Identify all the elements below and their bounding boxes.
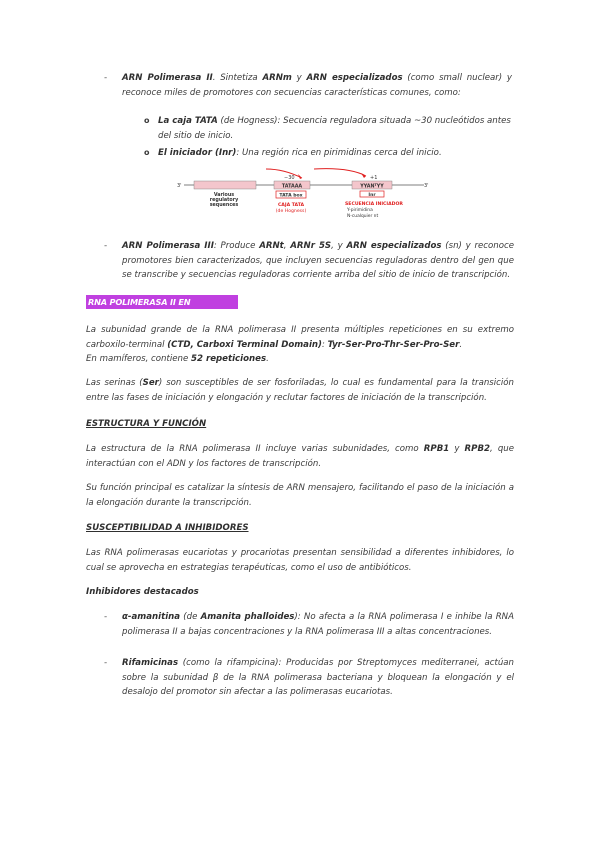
inhibidores-destacados-heading: Inhibidores destacados	[86, 587, 199, 597]
pol3-paragraph: ARN Polimerasa III: Produce ARNt, ARNr 5S, y ARN especializados (sn) y reconoce promotores bien caracterizados, que incluyen secuencias reguladoras dentro del gen que se transcribe y secuencias reguladoras corriente arriba del sitio de inicio de transcripción.	[122, 241, 515, 280]
circle-bullet-icon: o	[144, 116, 150, 125]
plus1-label: +1	[370, 175, 378, 181]
dash-bullet: -	[104, 612, 108, 622]
n-cualquier-label: N-cualquier nt	[347, 214, 379, 219]
tata-box-item: La caja TATA (de Hogness): Secuencia reguladora situada ~30 nucleótidos antes del sitio de inicio.	[158, 116, 511, 141]
minus30-label: −30	[284, 175, 295, 181]
inr-item: El iniciador (Inr): Una región rica en pirimidinas cerca del inicio.	[158, 148, 442, 158]
circle-bullet-icon: o	[144, 148, 150, 157]
secuencia-iniciador-label: SECUENCIA INICIADOR	[345, 202, 403, 207]
rifamicinas-paragraph: Rifamicinas (como la rifampicina): Producidas por Streptomyces mediterranei, actúan sobre la subunidad β de la RNA polimerasa bacteriana y bloquean la elongación y el desalojo del promotor sin afectar a las polimerasas eucariotas.	[122, 658, 514, 697]
inr-label: Inr	[368, 193, 376, 198]
left-end-label: 3'	[177, 183, 182, 189]
tata-box-label: TATA box	[279, 193, 303, 199]
de-hogness-label: (de Hogness)	[275, 209, 307, 214]
estructura-funcion-heading: ESTRUCTURA Y FUNCIÓN	[86, 419, 207, 429]
tataaa-seq: TATAAA	[281, 184, 303, 190]
amanitina-paragraph: α-amanitina (de Amanita phalloides): No afecta a la RNA polimerasa I e inhibe la RNA polimerasa II a bajas concentraciones y la RNA polimerasa III a altas concentraciones.	[122, 612, 514, 637]
ytan-seq: $YYAN^TYY$	[360, 183, 384, 190]
y-pirimidina-label: Y-pirimidina	[347, 208, 373, 213]
dash-bullet: -	[104, 73, 108, 83]
right-end-label: 3'	[424, 183, 429, 189]
ctd-paragraph: La subunidad grande de la RNA polimerasa II presenta múltiples repeticiones en su extremo carboxilo-terminal (CTD, Carboxi Terminal Domain): Tyr-Ser-Pro-Thr-Ser-Pro-Ser. En mamíferos, contiene 52 repeticiones.	[86, 325, 514, 364]
caja-tata-label: CAJA TATA	[277, 203, 305, 208]
serinas-paragraph: Las serinas (Ser) son susceptibles de ser fosforiladas, lo cual es fundamental para la transición entre las fases de iniciación y elongación y reclutar factores de iniciación de la transcripción.	[86, 378, 514, 403]
various-region-box	[194, 181, 256, 189]
susceptibilidad-heading: SUSCEPTIBILIDAD A INHIBIDORES	[86, 523, 249, 533]
pol2-paragraph: ARN Polimerasa II. Sintetiza ARNm y ARN especializados (como small nuclear) y reconoce miles de promotores con secuencias características comunes, como:	[122, 73, 513, 98]
inhibidores-intro-paragraph: Las RNA polimerasas eucariotas y procariotas presentan sensibilidad a diferentes inhibidores, lo cual se aprovecha en estrategias terapéuticas, como el uso de antibióticos.	[86, 548, 514, 573]
dash-bullet: -	[104, 241, 108, 251]
funcion-paragraph: Su función principal es catalizar la síntesis de ARN mensajero, facilitando el paso de la iniciación a la elongación durante la transcripción.	[86, 483, 514, 508]
pol2-term: ARN Polimerasa II	[122, 73, 213, 83]
arrow-to-inr-icon	[314, 169, 366, 176]
various-label: Various regulatory sequences	[209, 193, 239, 208]
estructura-paragraph: La estructura de la RNA polimerasa II incluye varias subunidades, como RPB1 y RPB2, que interactúan con el ADN y los factores de transcripción.	[86, 444, 515, 469]
rna-pol2-eucariotas-heading: RNA POLIMERASA II EN EUCARIOTAS	[86, 295, 238, 309]
dash-bullet: -	[104, 658, 108, 668]
promoter-diagram	[174, 165, 434, 227]
